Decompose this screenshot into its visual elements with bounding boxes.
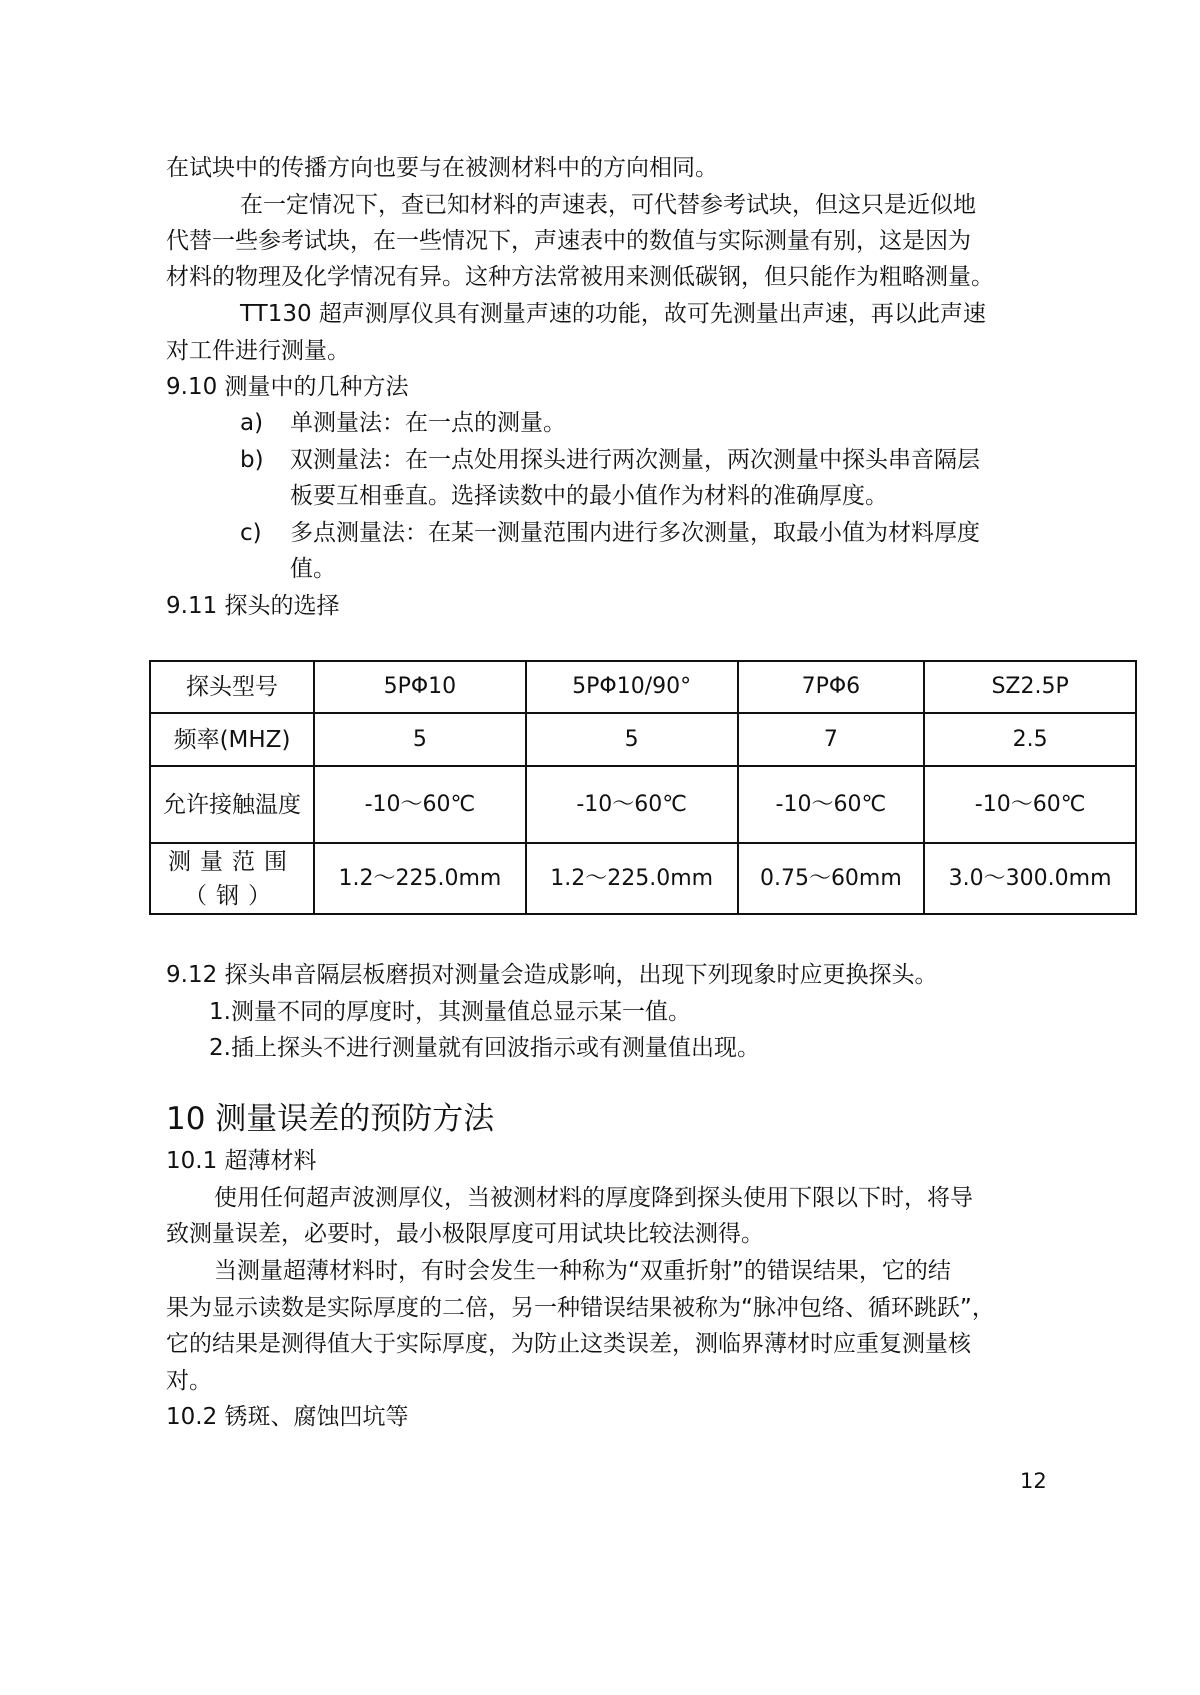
section-9-12-title: 9.12 探头串音隔层板磨损对测量会造成影响，出现下列现象时应更换探头。 xyxy=(166,962,938,988)
intro-line-1: 在试块中的传播方向也要与在被测材料中的方向相同。 xyxy=(166,155,718,181)
list-item-label: a) xyxy=(240,410,264,436)
intro-line-2: 在一定情况下，查已知材料的声速表，可代替参考试块，但这只是近似地 xyxy=(240,192,976,218)
table-row xyxy=(150,661,1136,713)
para-line: 果为显示读数是实际厚度的二倍，另一种错误结果被称为“脉冲包络、循环跳跃”， xyxy=(166,1295,995,1321)
table-cell: -10～60℃ xyxy=(738,766,925,843)
list-item: 2.插上探头不进行测量就有回波指示或有测量值出现。 xyxy=(209,1035,760,1061)
table-cell: 2.5 xyxy=(924,713,1136,766)
section-9-11-title: 9.11 探头的选择 xyxy=(166,593,340,619)
table-cell: 3.0～300.0mm xyxy=(924,843,1136,914)
table-cell: 0.75～60mm xyxy=(738,843,925,914)
table-cell: 1.2～225.0mm xyxy=(526,843,738,914)
list-item-text: 双测量法：在一点处用探头进行两次测量，两次测量中探头串音隔层板要互相垂直。选择读数中的最小值作为材料的准确厚度。 xyxy=(290,447,980,509)
list-item: 1.测量不同的厚度时，其测量值总显示某一值。 xyxy=(209,999,691,1025)
table-cell: 5 xyxy=(314,713,526,766)
para-line: 它的结果是测得值大于实际厚度，为防止这类误差，测临界薄材时应重复测量核 xyxy=(166,1331,971,1357)
page-number: 12 xyxy=(1020,1469,1047,1493)
table-cell: -10～60℃ xyxy=(924,766,1136,843)
section-10-2-title: 10.2 锈斑、腐蚀凹坑等 xyxy=(166,1404,409,1430)
intro-line-4: 材料的物理及化学情况有异。这种方法常被用来测低碳钢，但只能作为粗略测量。 xyxy=(166,264,994,290)
row-header: 测量范围（钢） xyxy=(150,843,314,914)
row-header: 频率(MHZ) xyxy=(150,713,314,766)
row-header: 允许接触温度 xyxy=(150,766,314,843)
intro-line-5: TT130 超声测厚仪具有测量声速的功能，故可先测量出声速，再以此声速 xyxy=(240,301,986,327)
row-header: 探头型号 xyxy=(150,661,314,713)
list-item-text: 多点测量法：在某一测量范围内进行多次测量，取最小值为材料厚度值。 xyxy=(290,520,980,582)
table-cell: 7 xyxy=(738,713,925,766)
table-row xyxy=(150,843,1136,914)
intro-line-3: 代替一些参考试块，在一些情况下，声速表中的数值与实际测量有别，这是因为 xyxy=(166,228,971,254)
para-line: 使用任何超声波测厚仪，当被测材料的厚度降到探头使用下限以下时，将导 xyxy=(214,1185,973,1211)
table-cell: 5PΦ10 xyxy=(314,661,526,713)
para-line: 对。 xyxy=(166,1368,212,1394)
list-item-text: 单测量法：在一点的测量。 xyxy=(290,410,566,436)
table-cell: -10～60℃ xyxy=(526,766,738,843)
probe-spec-table xyxy=(149,660,1137,915)
table-cell: 1.2～225.0mm xyxy=(314,843,526,914)
list-item-label: b) xyxy=(240,447,264,473)
list-item-label: c) xyxy=(240,520,262,546)
table-cell: 5PΦ10/90° xyxy=(526,661,738,713)
table-cell: -10～60℃ xyxy=(314,766,526,843)
table-cell: 7PΦ6 xyxy=(738,661,925,713)
table-cell: 5 xyxy=(526,713,738,766)
section-9-10-title: 9.10 测量中的几种方法 xyxy=(166,374,409,400)
para-line: 当测量超薄材料时，有时会发生一种称为“双重折射”的错误结果，它的结 xyxy=(214,1258,951,1284)
para-line: 致测量误差，必要时，最小极限厚度可用试块比较法测得。 xyxy=(166,1221,764,1247)
section-10-1-title: 10.1 超薄材料 xyxy=(166,1148,317,1174)
table-row xyxy=(150,713,1136,766)
section-10-heading: 10 测量误差的预防方法 xyxy=(166,1101,495,1137)
table-cell: SZ2.5P xyxy=(924,661,1136,713)
intro-line-6: 对工件进行测量。 xyxy=(166,338,350,364)
table-row xyxy=(150,766,1136,843)
